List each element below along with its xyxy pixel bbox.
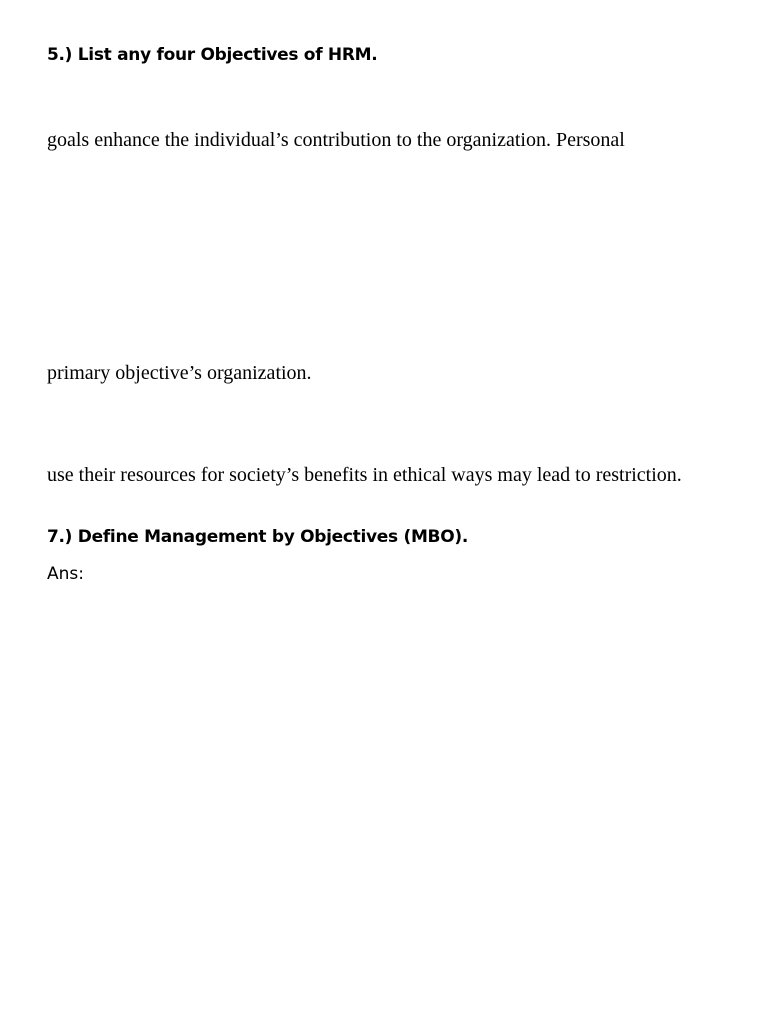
question-5-heading: 5.) List any four Objectives of HRM. [47,45,378,65]
paragraph-line-use-resources: use their resources for society’s benefits in ethical ways may lead to restriction. [47,464,682,486]
paragraph-line-goals: goals enhance the individual’s contribution to the organization. Personal [47,129,625,151]
question-7-heading: 7.) Define Management by Objectives (MBO). [47,527,468,547]
answer-label: Ans: [47,564,84,584]
paragraph-line-primary-objective: primary objective’s organization. [47,362,312,384]
